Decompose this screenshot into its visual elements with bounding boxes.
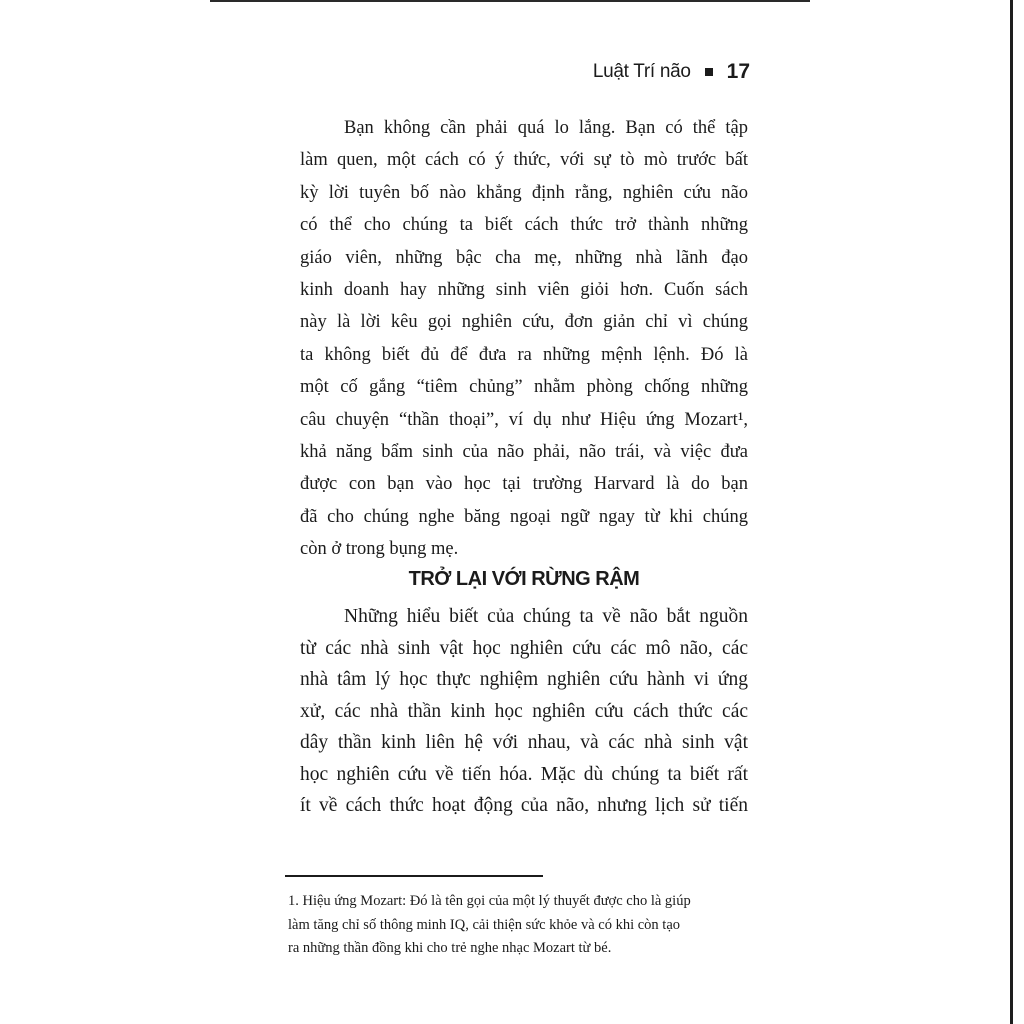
page-header (560, 60, 750, 92)
paragraph-line: ít về cách thức hoạt động của não, nhưng lịch sử tiến (300, 795, 748, 816)
paragraph-line: kinh doanh hay những sinh viên giỏi hơn. Cuốn sách (300, 280, 748, 301)
section-heading: TRỞ LẠI VỚI RỪNG RẬM (408, 568, 640, 590)
footnote-line: 1. Hiệu ứng Mozart: Đó là tên gọi của một lý thuyết được cho là giúp (288, 893, 691, 909)
paragraph-line: ta không biết đủ để đưa ra những mệnh lệnh. Đó là (300, 344, 748, 365)
paragraph-line: giáo viên, những bậc cha mẹ, những nhà lãnh đạo (300, 247, 748, 268)
footnote-line: ra những thần đồng khi cho trẻ nghe nhạc Mozart từ bé. (288, 940, 612, 956)
paragraph-line: xử, các nhà thần kinh học nghiên cứu cách thức các (300, 700, 748, 722)
paragraph-line: học nghiên cứu về tiến hóa. Mặc dù chúng ta biết rất (300, 763, 748, 785)
paragraph-1 (300, 112, 748, 566)
paragraph-line: Những hiểu biết của chúng ta về não bắt nguồn (344, 606, 748, 627)
paragraph-line: này là lời kêu gọi nghiên cứu, đơn giản chỉ vì chúng (300, 312, 748, 333)
paragraph-line: có thể cho chúng ta biết cách thức trở thành những (300, 215, 748, 236)
paragraph-line: một cố gắng “tiêm chủng” nhằm phòng chống những (300, 377, 748, 398)
paragraph-line: còn ở trong bụng mẹ. (300, 539, 459, 560)
paragraph-line: được con bạn vào học tại trường Harvard là do bạn (300, 474, 748, 495)
paragraph-line: Bạn không cần phải quá lo lắng. Bạn có thể tập (344, 118, 748, 138)
footnote-line: làm tăng chỉ số thông minh IQ, cải thiện sức khỏe và có khi còn tạo (288, 916, 681, 933)
paragraph-line: câu chuyện “thần thoại”, ví dụ như Hiệu ứng Mozart¹, (300, 409, 748, 430)
footnote-divider (285, 875, 543, 877)
paragraph-line: đã cho chúng nghe băng ngoại ngữ ngay từ khi chúng (300, 506, 748, 527)
running-title: Luật Trí não (592, 61, 691, 82)
paragraph-line: làm quen, một cách có ý thức, với sự tò mò trước bất (300, 150, 748, 171)
paragraph-2 (300, 601, 748, 822)
page-number: 17 (726, 60, 750, 83)
page-top-edge (210, 0, 810, 2)
paragraph-line: khả năng bẩm sinh của não phải, não trái, và việc đưa (300, 442, 748, 463)
paragraph-line: dây thần kinh liên hệ với nhau, và các nhà sinh vật (300, 732, 748, 753)
footnote (288, 890, 748, 961)
paragraph-line: từ các nhà sinh vật học nghiên cứu các mô não, các (300, 637, 748, 659)
header-bullet-icon (705, 68, 713, 76)
page-right-edge (1010, 0, 1013, 1024)
paragraph-line: kỳ lời tuyên bố nào khẳng định rằng, nghiên cứu não (300, 182, 748, 203)
paragraph-line: nhà tâm lý học thực nghiệm nghiên cứu hành vi ứng (300, 669, 748, 690)
